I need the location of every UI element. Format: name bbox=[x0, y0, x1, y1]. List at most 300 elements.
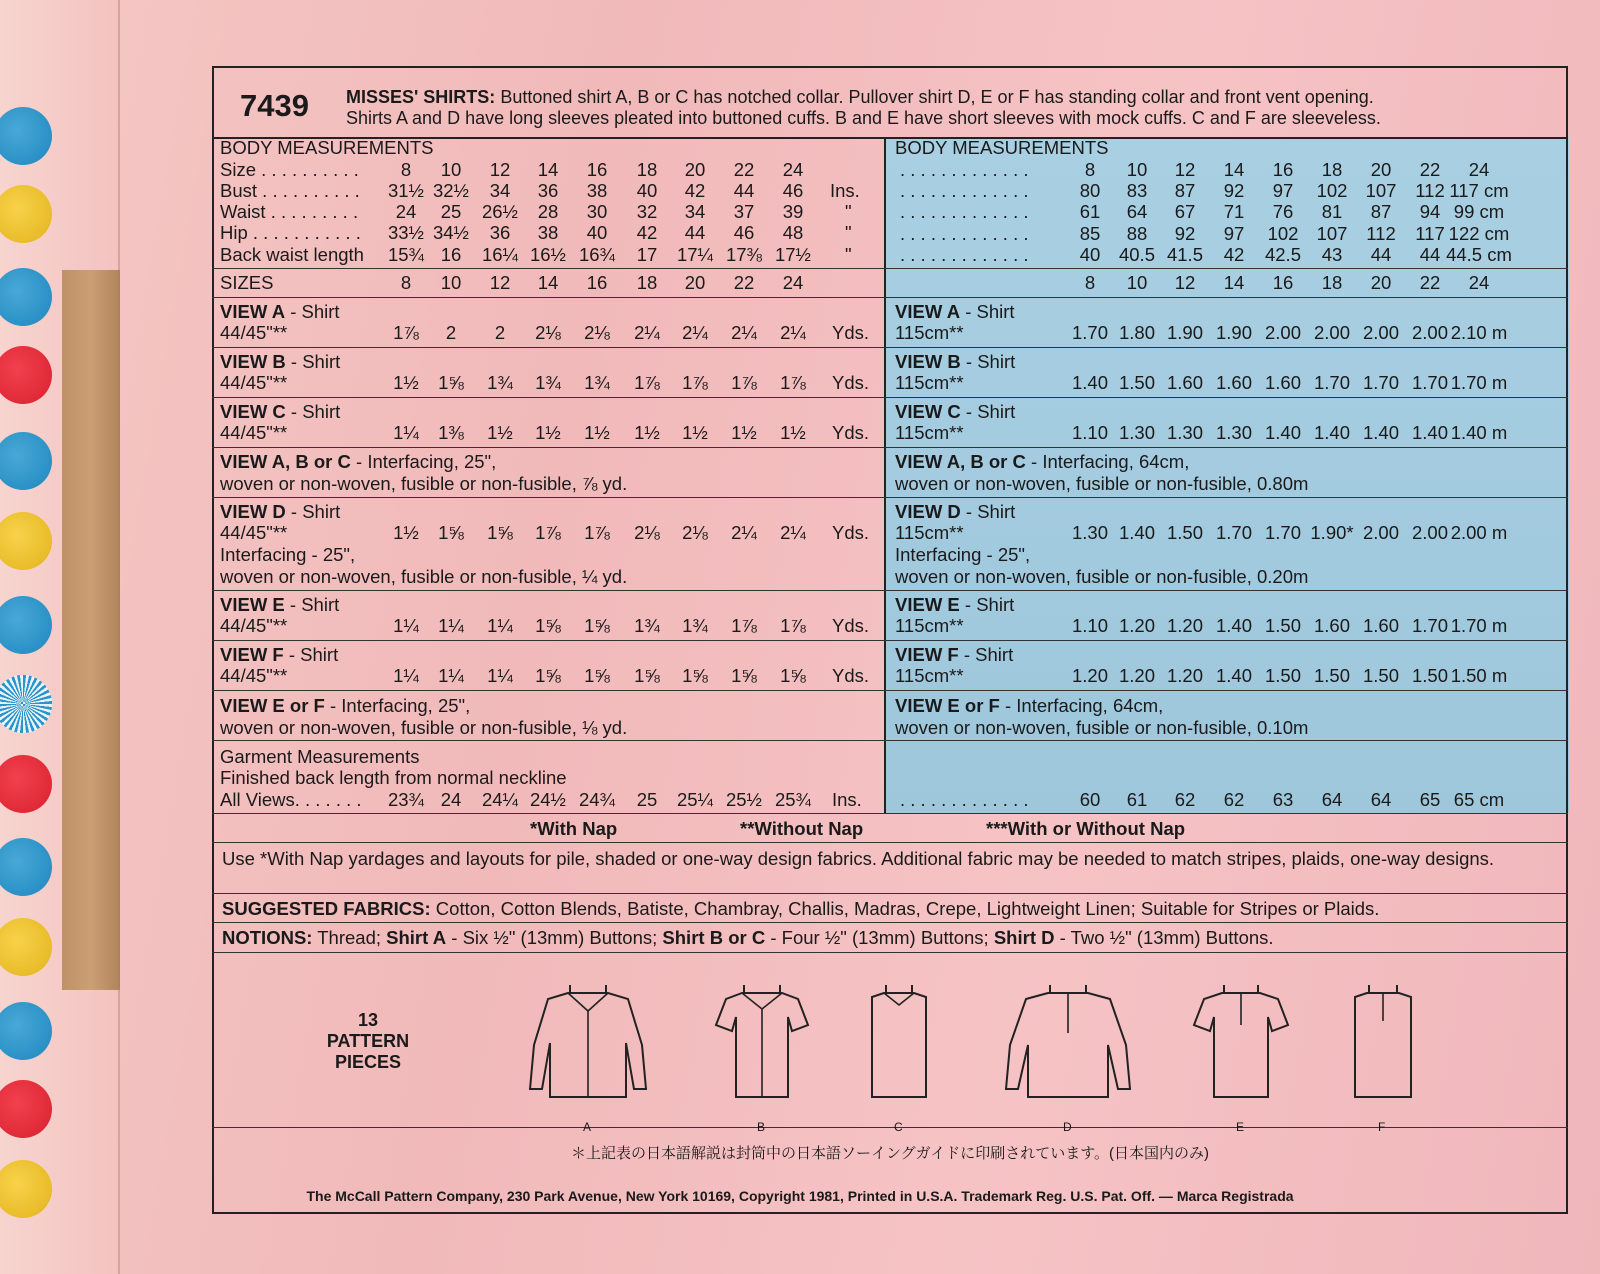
footer-copyright: The McCall Pattern Company, 230 Park Avenue, New York 10169, Copyright 1981, Printed in U.S.A. Trademark Reg. U.S. Pat. Off. — Marca Registrada bbox=[306, 1188, 1294, 1204]
nap-note: Use *With Nap yardages and layouts for pile, shaded or one-way design fabrics. Additional fabric may be needed to match stripes, plaids, one-way designs. bbox=[222, 848, 1495, 869]
metric-waist-value: 94 bbox=[1419, 201, 1441, 223]
waist-label: Waist . . . . . . . . . bbox=[220, 201, 359, 222]
view-b-metric-title bbox=[895, 351, 1015, 373]
view-d-metric-yardage: 1.90* bbox=[1310, 522, 1354, 543]
interfacing-ef-metric bbox=[895, 695, 1163, 717]
back-waist-value: 17⅜ bbox=[725, 244, 762, 265]
interfacing-d-metric: Interfacing - 25", bbox=[895, 544, 1031, 565]
view-b-metric-title-label: VIEW B bbox=[895, 351, 961, 372]
view-a-yardage: 1⅞ bbox=[393, 322, 419, 343]
waist-value: 30 bbox=[586, 201, 608, 222]
metric-size-value: 22 bbox=[1419, 159, 1441, 180]
view-e-yardage: 1¼ bbox=[438, 615, 464, 636]
metric-back-value: 42 bbox=[1223, 243, 1245, 265]
bust-label: Bust . . . . . . . . . . bbox=[220, 180, 360, 201]
metric-back-value: 40 bbox=[1079, 243, 1101, 265]
metric-size-value: 16 bbox=[1272, 159, 1294, 180]
view-c-yardage: 1⅜ bbox=[438, 422, 464, 443]
shirt-drawing-icon bbox=[528, 985, 648, 1105]
metric-hip-value: 102 bbox=[1267, 222, 1299, 244]
metric-sizes-value: 10 bbox=[1126, 272, 1148, 293]
bust-value: 31½ bbox=[387, 180, 424, 201]
view-b-fabric: 44/45"** bbox=[220, 372, 288, 393]
metric-hip-value: 112 bbox=[1366, 222, 1396, 244]
garment-value: 25 bbox=[636, 789, 658, 810]
table-rule bbox=[212, 497, 1568, 498]
view-a-metric-yardage: 2.00 bbox=[1313, 322, 1350, 343]
size-value: 16 bbox=[586, 159, 608, 180]
view-d-yardage: 2¼ bbox=[731, 522, 757, 543]
japanese-note: ＊上記表の日本語解説は封筒中の日本語ソーイングガイドに印刷されています。(日本国内のみ) bbox=[570, 1145, 1210, 1162]
view-e-title-label: VIEW E bbox=[220, 594, 285, 615]
view-a-yardage: 2 bbox=[494, 322, 506, 343]
leader-dots: . . . . . . . . . . . . . bbox=[900, 159, 1029, 180]
garment-value: 25½ bbox=[725, 789, 762, 810]
view-d-metric-yardage: 1.50 bbox=[1166, 522, 1203, 543]
metric-waist-value: 81 bbox=[1321, 201, 1343, 223]
sizes-value: 12 bbox=[489, 272, 511, 293]
metric-garment-value: 61 bbox=[1126, 789, 1148, 810]
metric-size-value: 14 bbox=[1223, 159, 1245, 180]
metric-bust-value: 112 bbox=[1415, 180, 1445, 201]
metric-back-value: 42.5 bbox=[1264, 243, 1301, 265]
notions-text: Thread; bbox=[312, 927, 387, 948]
metric-bust-value: 97 bbox=[1272, 180, 1294, 201]
metric-back-value: 44.5 cm bbox=[1446, 243, 1512, 265]
metric-sizes-value: 22 bbox=[1419, 272, 1441, 293]
view-e-metric-title bbox=[895, 594, 1014, 616]
view-f-title-label: VIEW F bbox=[220, 644, 284, 665]
view-c-title-text: - Shirt bbox=[285, 401, 341, 422]
view-e-metric-yardage: 1.60 bbox=[1362, 615, 1399, 636]
leader-dots: . . . . . . . . . . . . . bbox=[900, 789, 1029, 810]
metric-bust-value: 87 bbox=[1174, 180, 1196, 201]
view-c-metric-yardage: 1.30 bbox=[1118, 422, 1155, 443]
view-a-metric-yardage: 1.80 bbox=[1118, 322, 1155, 343]
table-rule bbox=[212, 842, 1568, 843]
bust-value: 38 bbox=[586, 180, 608, 201]
sizes-heading: SIZES bbox=[220, 272, 274, 293]
interfacing-abc-metric-detail: woven or non-woven, fusible or non-fusible, 0.80m bbox=[895, 473, 1309, 494]
bust-value: 36 bbox=[537, 180, 559, 201]
shirt-drawing-icon bbox=[1004, 985, 1132, 1105]
waist-value: 37 bbox=[733, 201, 755, 222]
ditto-mark: " bbox=[845, 201, 852, 222]
view-c-yardage: 1½ bbox=[731, 422, 757, 443]
view-b-yardage: 1¾ bbox=[535, 372, 561, 393]
shirt-drawing-icon bbox=[1190, 985, 1292, 1105]
pattern-number: 7439 bbox=[240, 88, 309, 123]
view-letter-label: A bbox=[583, 1120, 592, 1134]
metric-waist-value: 67 bbox=[1174, 201, 1196, 223]
pattern-pieces-count bbox=[318, 1010, 418, 1073]
metric-hip-value: 97 bbox=[1223, 222, 1245, 244]
view-c-metric-yardage: 1.30 bbox=[1166, 422, 1203, 443]
view-f-metric-title-label: VIEW F bbox=[895, 644, 959, 665]
view-a-metric-title-label: VIEW A bbox=[895, 301, 961, 322]
view-d-yardage: 2⅛ bbox=[634, 522, 660, 543]
view-a-unit: Yds. bbox=[832, 322, 870, 343]
view-d-title-label: VIEW D bbox=[220, 501, 286, 522]
view-b-yardage: 1⅞ bbox=[682, 372, 708, 393]
view-b-metric-yardage: 1.60 bbox=[1215, 372, 1252, 393]
metric-garment-value: 60 bbox=[1079, 789, 1101, 810]
view-a-title-text: - Shirt bbox=[285, 301, 340, 322]
back-waist-value: 17½ bbox=[774, 244, 811, 265]
view-a-yardage: 2⅛ bbox=[584, 322, 610, 343]
garment-unit: Ins. bbox=[832, 789, 862, 810]
view-d-unit: Yds. bbox=[832, 522, 870, 543]
without-nap-legend: **Without Nap bbox=[740, 818, 864, 839]
view-a-metric-title-text: - Shirt bbox=[960, 301, 1015, 322]
metric-size-value: 24 bbox=[1468, 159, 1490, 180]
view-a-title-label: VIEW A bbox=[220, 301, 286, 322]
view-e-metric-yardage: 1.60 bbox=[1313, 615, 1350, 636]
view-c-yardage: 1½ bbox=[682, 422, 708, 443]
garment-value: 24¾ bbox=[578, 789, 615, 810]
metric-back-value: 43 bbox=[1321, 243, 1343, 265]
view-e-yardage: 1⅞ bbox=[731, 615, 757, 636]
view-a-metric-yardage: 2.00 bbox=[1362, 322, 1399, 343]
view-e-metric-yardage: 1.50 bbox=[1264, 615, 1301, 636]
hip-value: 33½ bbox=[387, 222, 424, 243]
metric-garment-value: 63 bbox=[1272, 789, 1294, 810]
column-divider bbox=[884, 137, 886, 813]
hip-value: 42 bbox=[636, 222, 658, 243]
table-rule bbox=[212, 922, 1568, 923]
leader-dots: . . . . . . . . . . . . . bbox=[900, 180, 1029, 201]
interfacing-abc-detail: woven or non-woven, fusible or non-fusible, ⅞ yd. bbox=[220, 473, 628, 494]
sizes-value: 16 bbox=[586, 272, 608, 293]
hip-value: 36 bbox=[489, 222, 511, 243]
view-a-metric-yardage: 2.00 bbox=[1411, 322, 1448, 343]
waist-value: 39 bbox=[782, 201, 804, 222]
metric-sizes-value: 8 bbox=[1084, 272, 1096, 293]
metric-garment-value: 64 bbox=[1370, 789, 1392, 810]
metric-sizes-value: 18 bbox=[1321, 272, 1343, 293]
metric-sizes-value: 12 bbox=[1174, 272, 1196, 293]
table-rule bbox=[212, 813, 1568, 814]
hip-value: 46 bbox=[733, 222, 755, 243]
view-a-yardage: 2¼ bbox=[780, 322, 806, 343]
view-d-metric-yardage: 2.00 m bbox=[1450, 522, 1508, 543]
interfacing-abc-label: VIEW A, B or C bbox=[220, 451, 351, 472]
back-waist-value: 16¾ bbox=[578, 244, 615, 265]
view-f-metric-yardage: 1.40 bbox=[1215, 665, 1252, 686]
view-f-yardage: 1¼ bbox=[487, 665, 513, 686]
table-rule bbox=[212, 740, 1568, 741]
view-c-yardage: 1¼ bbox=[393, 422, 419, 443]
view-b-yardage: 1⅝ bbox=[438, 372, 464, 393]
view-b-title-label: VIEW B bbox=[220, 351, 286, 372]
metric-garment-value: 64 bbox=[1321, 789, 1343, 810]
pieces-word-pieces: PIECES bbox=[334, 1052, 402, 1072]
hip-value: 34½ bbox=[432, 222, 469, 243]
interfacing-abc bbox=[220, 451, 496, 473]
garment-value: 24 bbox=[440, 789, 462, 810]
view-c-metric-yardage: 1.40 bbox=[1411, 422, 1448, 443]
interfacing-abc-text: - Interfacing, 25", bbox=[350, 451, 497, 472]
table-rule bbox=[212, 447, 1568, 448]
metric-hip-value: 85 bbox=[1079, 222, 1101, 244]
view-e-metric-yardage: 1.20 bbox=[1118, 615, 1155, 636]
metric-hip-value: 88 bbox=[1126, 222, 1148, 244]
view-a-metric-yardage: 1.90 bbox=[1215, 322, 1252, 343]
view-f-metric-yardage: 1.20 bbox=[1071, 665, 1108, 686]
view-a-yardage: 2¼ bbox=[682, 322, 708, 343]
bust-value: 32½ bbox=[432, 180, 469, 201]
metric-waist-value: 64 bbox=[1126, 201, 1148, 223]
view-b-yardage: 1¾ bbox=[487, 372, 513, 393]
waist-value: 34 bbox=[684, 201, 706, 222]
table-rule bbox=[212, 297, 1568, 298]
metric-sizes-value: 14 bbox=[1223, 272, 1245, 293]
view-f-title bbox=[220, 644, 338, 666]
notions-label: NOTIONS: bbox=[222, 927, 313, 948]
view-c-yardage: 1½ bbox=[535, 422, 561, 443]
view-f-yardage: 1⅝ bbox=[731, 665, 757, 686]
view-a-yardage: 2¼ bbox=[634, 322, 660, 343]
view-a-fabric: 44/45"** bbox=[220, 322, 288, 343]
view-b-metric-yardage: 1.70 bbox=[1313, 372, 1350, 393]
back-waist-value: 16¼ bbox=[481, 244, 518, 265]
size-label: Size . . . . . . . . . . bbox=[220, 159, 359, 180]
metric-sizes-value: 24 bbox=[1468, 272, 1490, 293]
view-b-title-text: - Shirt bbox=[285, 351, 341, 372]
view-c-metric-yardage: 1.40 m bbox=[1450, 422, 1508, 443]
size-value: 8 bbox=[400, 159, 412, 180]
view-letter-label: D bbox=[1063, 1120, 1072, 1134]
interfacing-ef-detail: woven or non-woven, fusible or non-fusible, ⅛ yd. bbox=[220, 717, 628, 738]
view-c-yardage: 1½ bbox=[584, 422, 610, 443]
view-c-metric-yardage: 1.10 bbox=[1071, 422, 1108, 443]
view-c-metric-yardage: 1.30 bbox=[1215, 422, 1252, 443]
size-value: 22 bbox=[733, 159, 755, 180]
table-rule bbox=[212, 347, 1568, 348]
shirt-view-illustration bbox=[528, 985, 648, 1110]
shirt-view-illustration bbox=[1347, 985, 1419, 1110]
back-waist-value: 17¼ bbox=[676, 244, 713, 265]
hip-value: 40 bbox=[586, 222, 608, 243]
sizes-value: 8 bbox=[400, 272, 412, 293]
table-rule bbox=[212, 268, 1568, 269]
view-f-metric-title bbox=[895, 644, 1013, 666]
interfacing-ef-metric-label: VIEW E or F bbox=[895, 695, 1000, 716]
metric-back-value: 44 bbox=[1419, 243, 1441, 265]
bust-unit: Ins. bbox=[830, 180, 860, 201]
metric-hip-value: 107 bbox=[1316, 222, 1348, 244]
metric-waist-value: 99 cm bbox=[1453, 201, 1505, 223]
view-f-metric-yardage: 1.50 m bbox=[1450, 665, 1508, 686]
view-c-metric-yardage: 1.40 bbox=[1362, 422, 1399, 443]
view-d-metric-yardage: 1.30 bbox=[1071, 522, 1108, 543]
metric-size-value: 18 bbox=[1321, 159, 1343, 180]
body-measurements-heading: BODY MEASUREMENTS bbox=[220, 137, 434, 158]
view-b-metric-yardage: 1.40 bbox=[1071, 372, 1108, 393]
view-e-title-text: - Shirt bbox=[284, 594, 340, 615]
notions-text: - Six ½" (13mm) Buttons; bbox=[446, 927, 663, 948]
view-f-metric-yardage: 1.50 bbox=[1362, 665, 1399, 686]
metric-waist-value: 87 bbox=[1370, 201, 1392, 223]
view-a-metric-yardage: 2.00 bbox=[1264, 322, 1301, 343]
view-c-metric-yardage: 1.40 bbox=[1264, 422, 1301, 443]
view-f-metric-yardage: 1.20 bbox=[1118, 665, 1155, 686]
metric-waist-value: 71 bbox=[1223, 201, 1245, 223]
view-b-metric-yardage: 1.70 m bbox=[1450, 372, 1508, 393]
interfacing-ef-text: - Interfacing, 25", bbox=[324, 695, 471, 716]
view-e-metric-yardage: 1.10 bbox=[1071, 615, 1108, 636]
view-b-yardage: 1⅞ bbox=[634, 372, 660, 393]
view-f-title-text: - Shirt bbox=[283, 644, 339, 665]
view-f-yardage: 1¼ bbox=[438, 665, 464, 686]
interfacing-d-detail: woven or non-woven, fusible or non-fusible, ¼ yd. bbox=[220, 566, 628, 587]
view-c-unit: Yds. bbox=[832, 422, 870, 443]
notions-text: - Four ½" (13mm) Buttons; bbox=[765, 927, 994, 948]
view-d-metric-yardage: 1.70 bbox=[1264, 522, 1301, 543]
metric-waist-value: 76 bbox=[1272, 201, 1294, 223]
pattern-title: MISSES' SHIRTS: bbox=[346, 87, 496, 107]
view-d-yardage: 1⅞ bbox=[584, 522, 610, 543]
view-e-yardage: 1⅝ bbox=[535, 615, 561, 636]
garment-value: 25¾ bbox=[774, 789, 811, 810]
table-rule bbox=[212, 690, 1568, 691]
interfacing-d-metric-detail: woven or non-woven, fusible or non-fusible, 0.20m bbox=[895, 566, 1309, 587]
view-d-metric-title-text: - Shirt bbox=[960, 501, 1016, 522]
view-a-yardage: 2⅛ bbox=[535, 322, 561, 343]
view-f-metric-title-text: - Shirt bbox=[958, 644, 1014, 665]
pattern-description bbox=[346, 87, 1566, 129]
view-c-yardage: 1½ bbox=[780, 422, 806, 443]
table-rule bbox=[212, 590, 1568, 591]
shirt-view-illustration bbox=[712, 985, 812, 1110]
metric-size-value: 20 bbox=[1370, 159, 1392, 180]
shirt-view-illustration bbox=[864, 985, 934, 1110]
sizes-value: 22 bbox=[733, 272, 755, 293]
garment-value: 24½ bbox=[529, 789, 566, 810]
view-letter-label: E bbox=[1236, 1120, 1245, 1134]
ditto-mark: " bbox=[845, 244, 852, 265]
view-d-title bbox=[220, 501, 340, 523]
view-b-yardage: 1¾ bbox=[584, 372, 610, 393]
view-a-metric-yardage: 1.90 bbox=[1166, 322, 1203, 343]
bust-value: 40 bbox=[636, 180, 658, 201]
size-value: 12 bbox=[489, 159, 511, 180]
view-f-yardage: 1⅝ bbox=[535, 665, 561, 686]
view-d-metric-title-label: VIEW D bbox=[895, 501, 961, 522]
leader-dots: . . . . . . . . . . . . . bbox=[900, 201, 1029, 223]
view-e-metric-yardage: 1.70 bbox=[1411, 615, 1448, 636]
table-rule bbox=[212, 1127, 1568, 1128]
metric-bust-value: 80 bbox=[1079, 180, 1101, 201]
view-f-metric-yardage: 1.20 bbox=[1166, 665, 1203, 686]
shirt-drawing-icon bbox=[712, 985, 812, 1105]
description-line-2: Shirts A and D have long sleeves pleated into buttoned cuffs. B and E have short sleeves with mock cuffs. C and F are sleeveless. bbox=[346, 108, 1381, 128]
metric-bust-value: 83 bbox=[1126, 180, 1148, 201]
view-b-metric-fabric: 115cm** bbox=[895, 372, 964, 393]
view-a-yardage: 2 bbox=[445, 322, 457, 343]
interfacing-ef-metric-text: - Interfacing, 64cm, bbox=[999, 695, 1164, 716]
size-value: 24 bbox=[782, 159, 804, 180]
view-d-metric-yardage: 2.00 bbox=[1362, 522, 1399, 543]
bust-value: 42 bbox=[684, 180, 706, 201]
view-c-metric-fabric: 115cm** bbox=[895, 422, 964, 443]
view-f-metric-yardage: 1.50 bbox=[1411, 665, 1448, 686]
sizes-value: 24 bbox=[782, 272, 804, 293]
interfacing-abc-metric-text: - Interfacing, 64cm, bbox=[1025, 451, 1190, 472]
interfacing-abc-metric-label: VIEW A, B or C bbox=[895, 451, 1026, 472]
view-d-metric-yardage: 1.70 bbox=[1215, 522, 1252, 543]
view-d-title-text: - Shirt bbox=[285, 501, 341, 522]
waist-value: 32 bbox=[636, 201, 658, 222]
metric-hip-value: 117 bbox=[1415, 222, 1445, 244]
view-b-metric-yardage: 1.70 bbox=[1411, 372, 1448, 393]
metric-bust-value: 102 bbox=[1316, 180, 1348, 201]
description-line-1: Buttoned shirt A, B or C has notched collar. Pullover shirt D, E or F has standing collar and front vent opening. bbox=[495, 87, 1374, 107]
with-or-without-nap-legend: ***With or Without Nap bbox=[986, 818, 1186, 839]
size-value: 18 bbox=[636, 159, 658, 180]
notions-shirt-d: Shirt D bbox=[993, 927, 1055, 948]
size-value: 10 bbox=[440, 159, 462, 180]
view-e-metric-yardage: 1.40 bbox=[1215, 615, 1252, 636]
view-b-metric-yardage: 1.60 bbox=[1166, 372, 1203, 393]
interfacing-ef-label: VIEW E or F bbox=[220, 695, 325, 716]
waist-value: 28 bbox=[537, 201, 559, 222]
interfacing-abc-metric bbox=[895, 451, 1189, 473]
table-rule bbox=[212, 397, 1568, 398]
view-e-yardage: 1⅝ bbox=[584, 615, 610, 636]
view-d-yardage: 1⅝ bbox=[438, 522, 464, 543]
view-e-metric-fabric: 115cm** bbox=[895, 615, 964, 636]
view-d-yardage: 1½ bbox=[393, 522, 419, 543]
view-d-metric-title bbox=[895, 501, 1015, 523]
view-b-yardage: 1⅞ bbox=[731, 372, 757, 393]
shirt-drawing-icon bbox=[1347, 985, 1419, 1105]
view-e-metric-yardage: 1.70 m bbox=[1450, 615, 1508, 636]
view-e-fabric: 44/45"** bbox=[220, 615, 288, 636]
hip-value: 38 bbox=[537, 222, 559, 243]
metric-size-value: 8 bbox=[1084, 159, 1096, 180]
shirt-drawing-icon bbox=[864, 985, 934, 1105]
view-b-yardage: 1⅞ bbox=[780, 372, 806, 393]
metric-hip-value: 92 bbox=[1174, 222, 1196, 244]
metric-hip-value: 122 cm bbox=[1448, 222, 1510, 244]
view-c-yardage: 1½ bbox=[487, 422, 513, 443]
view-f-unit: Yds. bbox=[832, 665, 870, 686]
view-b-metric-yardage: 1.50 bbox=[1118, 372, 1155, 393]
waist-value: 24 bbox=[395, 201, 417, 222]
metric-garment-value: 65 cm bbox=[1453, 789, 1505, 810]
view-e-metric-yardage: 1.20 bbox=[1166, 615, 1203, 636]
kraft-pattern-tissue bbox=[62, 270, 120, 990]
notions-text: - Two ½" (13mm) Buttons. bbox=[1054, 927, 1274, 948]
hip-label: Hip . . . . . . . . . . . bbox=[220, 222, 361, 243]
hip-value: 48 bbox=[782, 222, 804, 243]
metric-bust-value: 107 bbox=[1365, 180, 1397, 201]
sizes-value: 14 bbox=[537, 272, 559, 293]
view-d-metric-yardage: 1.40 bbox=[1118, 522, 1155, 543]
view-b-unit: Yds. bbox=[832, 372, 870, 393]
view-d-metric-fabric: 115cm** bbox=[895, 522, 964, 543]
view-f-metric-yardage: 1.50 bbox=[1313, 665, 1350, 686]
metric-size-value: 12 bbox=[1174, 159, 1196, 180]
notions-shirt-a: Shirt A bbox=[386, 927, 447, 948]
view-letter-label: C bbox=[894, 1120, 903, 1134]
view-e-yardage: 1¾ bbox=[634, 615, 660, 636]
metric-sizes-value: 16 bbox=[1272, 272, 1294, 293]
leader-dots: . . . . . . . . . . . . . bbox=[900, 222, 1029, 244]
garment-measurements-heading: Garment Measurements bbox=[220, 746, 420, 767]
interfacing-ef-metric-detail: woven or non-woven, fusible or non-fusible, 0.10m bbox=[895, 717, 1309, 738]
